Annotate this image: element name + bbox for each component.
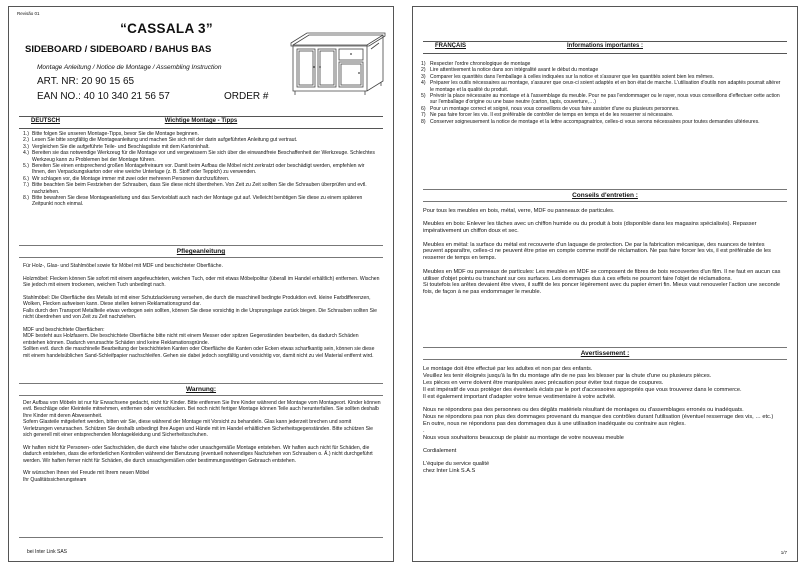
care-paragraph: Für Holz-, Glas- und Stahlmöbel sowie für Möbel mit MDF und beschichteter Oberfläche. xyxy=(23,263,223,269)
info-item-text: Ne pas faire forcer les vis. Il est préférable de contrôler de temps en temps et de les resserrer si nécessaire. xyxy=(430,112,674,119)
info-list xyxy=(421,61,781,125)
tip-item xyxy=(23,150,379,163)
info-item-number: 3) xyxy=(421,73,426,80)
tip-item-number: 5.) xyxy=(23,163,29,170)
avertissement-title: Avertissement : xyxy=(423,347,787,360)
tip-item-number: 4.) xyxy=(23,150,29,157)
care-paragraph: MDF besteht aus Holzfasern. Die beschichtete Oberfläche bitte nicht mit einem Messer oder spitzen Gegenständen bearbeiten, da dadurch Schäden entstehen können. Dadurch verursachte Schäden sind keine Reklamationsgründe. xyxy=(23,333,359,346)
info-title: Informations importantes : xyxy=(566,43,643,49)
warning-text xyxy=(23,400,381,483)
conseils-text xyxy=(423,208,785,296)
conseils-paragraph: Pour tous les meubles en bois, métal, verre, MDF ou panneaux de particules. xyxy=(423,208,615,214)
warning-paragraph: Sofern Glasteile mitgeliefert werden, bitten wir Sie, diese während der Montage mit Vorsicht zu behandeln. Glas kann jederzeit brechen und somit Verletzungen verursachen. Schützen Sie deshalb unbedingt Ihre Augen und Hände mit im Handel erhältlichen Sicherheitsgegenständen. Bitte schützen Sie sich generell mit einer entsprechenden Montagekleidung und Sicherheitsschuhen. xyxy=(23,419,373,439)
page-left-german xyxy=(8,6,394,562)
avertissement-paragraph: Il est également important d'adapter votre tenue vestimentaire à votre activité. xyxy=(423,393,616,400)
product-title: “CASSALA 3” xyxy=(120,21,213,36)
conseils-paragraph: Meubles en bois: Enlever les tâches avec un chiffon humide ou du produit à bois (disponible dans les magasins spécialisés). Repasser impérativement un chiffon doux et sec. xyxy=(423,221,757,235)
info-item-number: 5) xyxy=(421,93,426,100)
tip-item-number: 6.) xyxy=(23,175,29,182)
warning-paragraph: Der Aufbau von Möbeln ist nur für Erwachsene gedacht, nicht für Kinder. Bitte entfernen Sie Ihre Kinder während der Montage vom Montageort. Kinder können evtl. Beschläge oder Kleinteile mitnehmen, entfernen oder verschlucken. Bei noch nicht fertiger Montage können Teile auch herunterfallen. Sie sollten deshalb Ihre Kinder mit deren Abwesenheit. xyxy=(23,400,381,419)
care-paragraph: Falls durch den Transport Metallteile etwas verbogen sein sollten, können Sie diese vorsichtig in die Ursprungslage zurück biegen. Die Schrauben sollten Sie nicht überdrehen und von Zeit zu Zeit nachziehen. xyxy=(23,307,377,321)
tip-item-text: Bitte bewahren Sie diese Montageanleitung und das Serviceblatt auch nach der Montage gut auf. Vielleicht benötigen Sie diese zu einem späteren Zeitpunkt noch einmal. xyxy=(32,195,363,208)
page-right-french xyxy=(412,6,798,562)
footer-divider xyxy=(19,537,383,538)
avertissement-paragraph: Les pièces en verre doivent être manipulées avec précaution pour éviter tout risque de coupures. xyxy=(423,379,664,386)
info-item-number: 1) xyxy=(421,61,426,67)
tip-item-number: 8.) xyxy=(23,195,29,202)
tip-item-text: Vergleichen Sie die aufgeführte Teile- und Beschlagsliste mit dem Kartoninhalt. xyxy=(32,143,210,150)
info-item-text: Prévoir la place nécessaire au montage et à l'assemblage du meuble. Pour ne pas l'endommager ou le rayer, nous vous conseillons d'effectuer cette action sur l'emballage d'origine ou une base neutre (carton, tapis, couverture,…) xyxy=(430,93,780,106)
care-paragraph: Stahlmöbel: Die Oberfläche des Metalls ist mit einer Schutzlackierung versehen, die durch die maschinell bedingte Produktion evtl. kleine Farbdifferenzen, Wolken, Flecken aufweisen kann. Diese stellen keinen Reklamationsgrund dar. xyxy=(23,295,371,308)
tip-item-number: 3.) xyxy=(23,143,29,150)
avertissement-paragraph: Nous vous souhaitons beaucoup de plaisir au montage de votre nouveau meuble xyxy=(423,434,624,441)
page-number: 1/7 xyxy=(780,550,787,555)
warning-paragraph: Ihr Qualitätssicherungsteam xyxy=(23,476,87,483)
order-label: ORDER # xyxy=(224,91,269,102)
info-item-text: Respecter l'ordre chronologique de montage xyxy=(430,61,531,67)
tip-item-number: 2.) xyxy=(23,137,29,144)
info-item-number: 6) xyxy=(421,105,426,112)
info-item-text: Conserver soigneusement la notice de montage et la lettre accompagnatrice, celles-ci vous serons nécessaires pour toutes demandes ultérieures. xyxy=(430,118,760,125)
avertissement-paragraph: Nous ne répondons pas des personnes ou des dégâts matériels résultant de montages ou d'assemblages erronés ou inadéquats. xyxy=(423,406,744,413)
avertissement-paragraph: Nous ne répondons pas non plus des dommages provenant du manque des contrôles durant l'utilisation (éventuel resserrage des vis, … etc.) xyxy=(423,413,774,420)
info-item-text: Lire attentivement la notice dans son intégralité avant le début du montage xyxy=(430,67,599,74)
care-title: Pflegeanleitung xyxy=(19,245,383,258)
avertissement-paragraph: Veuillez les tenir éloignés jusqu'à la fin du montage afin de ne pas les blesser par la chute d'une ou plusieurs pièces. xyxy=(423,372,712,379)
info-item xyxy=(421,80,781,93)
tip-item-text: Bereiten sie das notwendige Werkzeug für die Montage vor und vergewissern Sie sich über die einwandfreie Beschaffenheit der Werkzeuge. Schlechtes Werkzeug kann zu Problemen bei der Montage führen. xyxy=(32,150,375,163)
warning-title: Warnung: xyxy=(19,383,383,396)
footer-company: bei Inter Link SAS xyxy=(27,549,68,555)
info-item-number: 4) xyxy=(421,80,426,87)
care-text xyxy=(23,263,381,359)
tip-item-number: 7.) xyxy=(23,182,29,189)
tip-item xyxy=(23,195,379,208)
avertissement-paragraph: Cordialement xyxy=(423,447,457,454)
conseils-title: Conseils d'entretien : xyxy=(423,189,787,202)
tips-list xyxy=(23,131,379,208)
warning-paragraph: Wir haften nicht für Personen- oder Sachschäden, die durch eine falsche oder unsachgemäße Montage entstehen. Wir haften auch nicht für Schäden, die dadurch entstehen, dass die erforderlichen Kontrollen während der Benutzung (eventuell notwendiges Nachziehen von Schrauben o. Ä.) nicht durchgeführt werden. Wir haften ferner nicht für Schäden, die durch unsachgemäßen oder bestimmungswidrigen Gebrauch entstehen. xyxy=(23,444,373,464)
conseils-paragraph: Meubles en MDF ou panneaux de particules: Les meubles en MDF se composent de fibres de bois recouvertes d'un film. Il ne faut en aucun cas utiliser d'objet pointu ou tranchant sur ces surfaces. Les dommages dus à ces effets ne pourront faire l'objet de réclamations. xyxy=(423,268,781,282)
avertissement-text xyxy=(423,366,785,475)
warning-paragraph: Wir wünschen Ihnen viel Freude mit Ihrem neuen Möbel xyxy=(23,470,150,477)
article-number: ART. NR: 20 90 15 65 xyxy=(37,76,135,87)
info-header xyxy=(423,41,787,54)
info-language: FRANÇAIS xyxy=(435,43,466,49)
tip-item-text: Lesen Sie bitte sorgfältig die Montageanleitung und machen Sie sich mit der darin aufgeführten Anleitung gut vertraut. xyxy=(32,137,298,144)
sideboard-illustration xyxy=(287,29,387,97)
care-paragraph: Sollten evtl. durch die maschinelle Bearbeitung der beschichteten Kanten oder Oberfläche die Kanten oder Ecken etwas scharfkantig sein, können sie diese mit einem handelsüblichen Sand-Schleifpapier nachschleifen. Gehen sie dabei jedoch sorgfältig und vorsichtig vor, damit nicht zu viel Material entfernt wird. xyxy=(23,346,375,359)
conseils-paragraph: Si toutefois les arêtes devaient être vives, il suffit de les poncer légèrement avec du papier émeri fin. Mieux vaut renouveler l'action une seconde fois, de façon à ne pas endommager le meuble. xyxy=(423,282,780,296)
avertissement-paragraph: . xyxy=(423,427,425,434)
tip-item xyxy=(23,163,379,176)
care-paragraph: MDF und beschichtete Oberflächen: xyxy=(23,327,105,334)
avertissement-paragraph: chez Inter Link S.A.S xyxy=(423,468,476,475)
tip-item-text: Wir schlagen vor, die Montage immer mit zwei oder mehreren Personen durchzuführen. xyxy=(32,175,230,182)
info-item-number: 7) xyxy=(421,112,426,119)
instruction-label: Montage Anleitung / Notice de Montage / Assembling Instruction xyxy=(37,64,222,71)
tip-item-text: Bereiten Sie einen entsprechend großen Montagefreiraum vor. Damit beim Aufbau die Möbel nicht zerkratzt oder beschädigt werden, empfehlen wir Ihnen, den Verpackungskarton oder eine weiche Unterlage (z. B. Stoff oder Teppich) zu verwenden. xyxy=(32,163,365,176)
tip-item xyxy=(23,182,379,195)
avertissement-paragraph: Le montage doit être effectué par les adultes et non par des enfants. xyxy=(423,366,593,372)
care-paragraph: Holzmöbel: Flecken können Sie sofort mit einem angefeuchteten, weichen Tuch, oder mit etwas Möbelpolitur (überall im Handel erhältlich) entfernen. Wischen Sie jedoch mit einem trockenen, weichen Tuch unbedingt nach. xyxy=(23,275,380,289)
info-item-text: Comparer les quantités dans l'emballage à celles indiquées sur la notice et s'assurer que les quantités soient bien les mêmes. xyxy=(430,73,714,80)
conseils-paragraph: Meubles en métal: la surface du métal est recouverte d'un laquage de protection. De par la fabrication mécanique, des nuances de teintes peuvent apparaître, celles-ci ne peuvent être prise en compte comme motif de réclamation. Ne pas faire forcer les vis, il est préférable de les resserrer de temps en temps. xyxy=(423,241,771,262)
tips-header xyxy=(19,116,383,129)
avertissement-paragraph: Il est impératif de vous protéger des éventuels éclats par le port d'accessoires appropriés que vous trouverez dans le commerce. xyxy=(423,386,742,393)
avertissement-paragraph: L'équipe du service qualité xyxy=(423,461,490,468)
info-item xyxy=(421,119,781,125)
tips-title: Wichtige Montage - Tipps xyxy=(164,118,238,124)
tip-item-number: 1.) xyxy=(23,131,29,137)
tips-language: DEUTSCH xyxy=(31,118,61,124)
info-item-text: Préparer les outils nécessaires au montage, s'assurer que ceux-ci soient adaptés et en bon état de marche. L'utilisation d'outils non adaptés pourrait altérer le montage et la qualité du produit. xyxy=(430,80,781,93)
tip-item-text: Bitte folgen Sie unseren Montage-Tipps, bevor Sie die Montage beginnen. xyxy=(32,131,199,137)
ean-number: EAN NO.: 40 10 340 21 56 57 xyxy=(37,91,170,102)
tip-item-text: Bitte beachten Sie beim Festziehen der Schrauben, dass Sie diese nicht überdrehen. Von Zeit zu Zeit sollten Sie die Schrauben überprüfen und evtl. nachziehen. xyxy=(32,182,367,195)
info-item-number: 2) xyxy=(421,67,426,74)
product-subtitle: SIDEBOARD / SIDEBOARD / BAHUS BAS xyxy=(25,44,212,55)
avertissement-paragraph: En outre, nous ne répondons pas des dommages dus à une utilisation inadéquate ou contraire aux règles. xyxy=(423,420,686,427)
revision-label: Revisão 01 xyxy=(17,11,40,16)
info-item-number: 8) xyxy=(421,118,426,125)
info-item xyxy=(421,93,781,106)
info-item-text: Pour un montage correct et soigné, nous vous conseillons de vous faire assister d'une ou plusieurs personnes. xyxy=(430,105,680,112)
